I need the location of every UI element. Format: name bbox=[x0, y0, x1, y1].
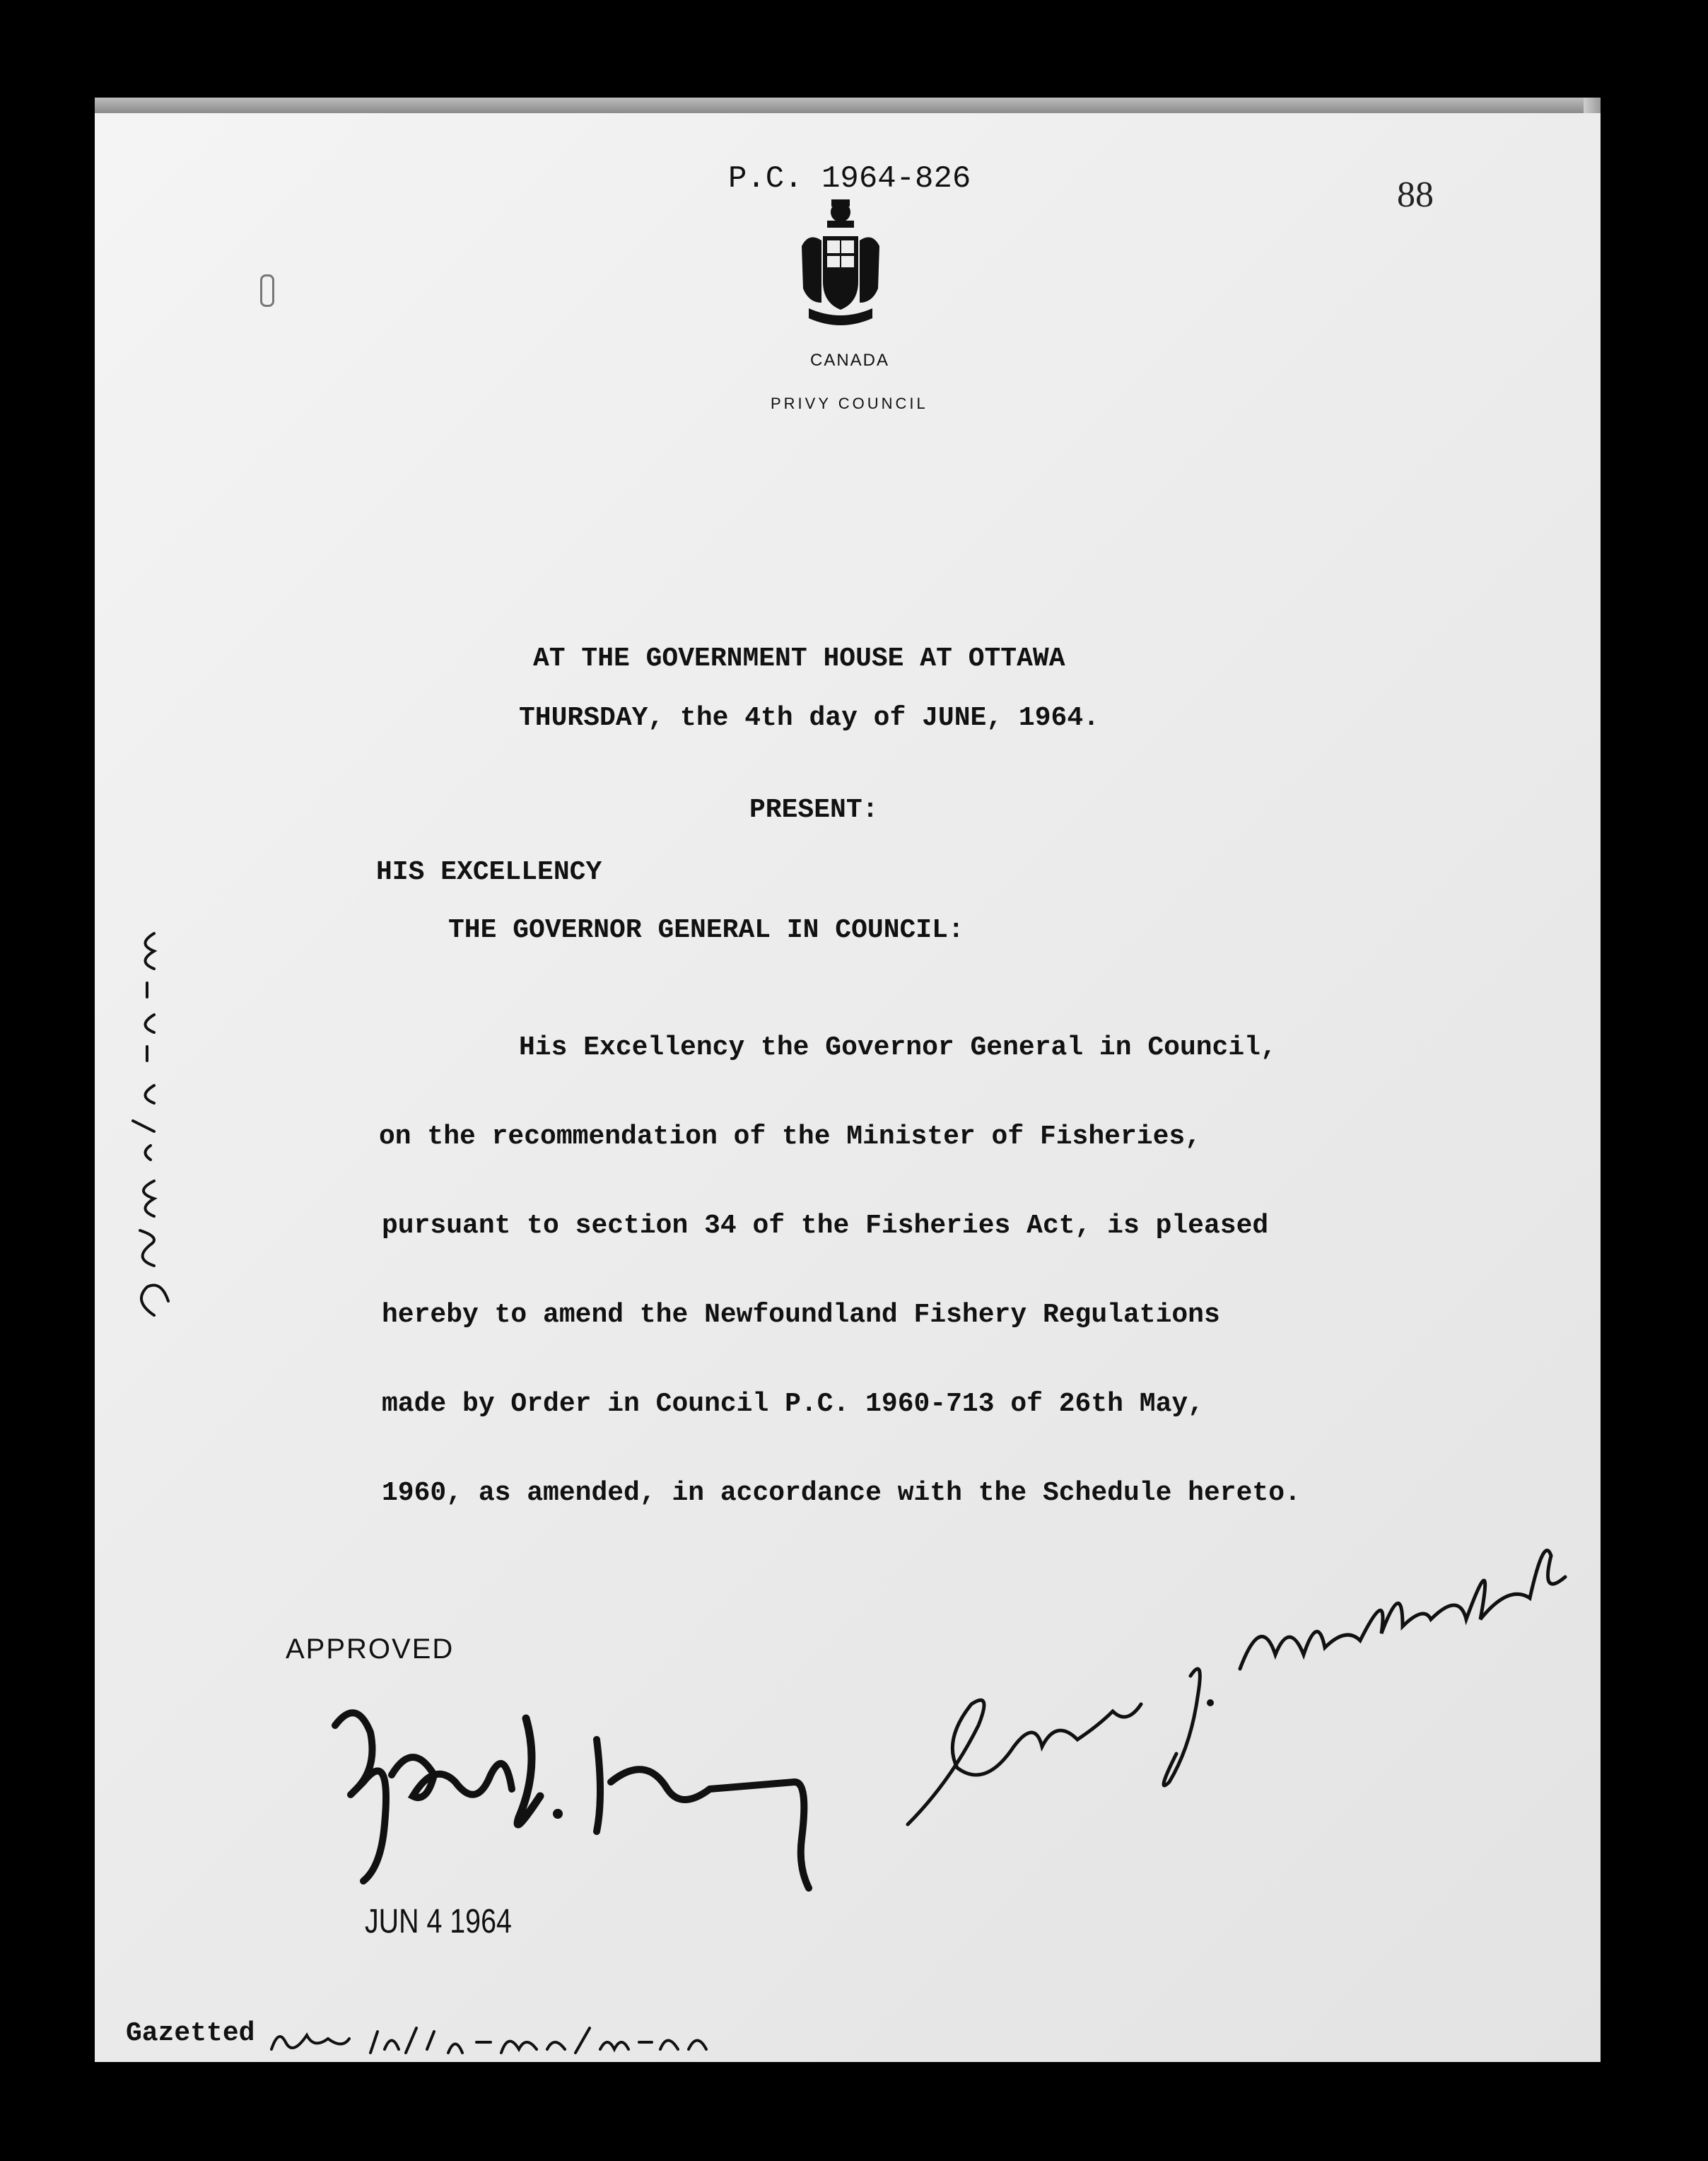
body-line: hereby to amend the Newfoundland Fishery Regulations bbox=[382, 1300, 1220, 1330]
page-edge bbox=[95, 98, 1601, 113]
punch-hole-mark bbox=[260, 274, 274, 307]
document-page bbox=[95, 113, 1601, 2062]
privy-council-label: PRIVY COUNCIL bbox=[771, 395, 928, 412]
margin-handwritten-note bbox=[95, 877, 189, 1329]
gazetted-handwritten-note bbox=[264, 2021, 717, 2062]
page-number: 88 bbox=[1397, 175, 1434, 215]
body-line: made by Order in Council P.C. 1960-713 of 26th May, bbox=[382, 1389, 1204, 1419]
governor-general-in-council: THE GOVERNOR GENERAL IN COUNCIL: bbox=[448, 915, 964, 945]
present-label: PRESENT: bbox=[749, 795, 879, 825]
pc-number: P.C. 1964-826 bbox=[728, 161, 971, 197]
approval-date-stamp: JUN 4 1964 bbox=[365, 1903, 512, 1940]
body-line: pursuant to section 34 of the Fisheries Act, is pleased bbox=[382, 1211, 1269, 1241]
left-signature bbox=[314, 1683, 851, 1895]
his-excellency: HIS EXCELLENCY bbox=[376, 857, 602, 887]
heading-date: THURSDAY, the 4th day of JUNE, 1964. bbox=[519, 703, 1099, 733]
body-line: His Excellency the Governor General in Council, bbox=[519, 1032, 1277, 1063]
body-line: 1960, as amended, in accordance with the Schedule hereto. bbox=[382, 1478, 1301, 1508]
canada-label: CANADA bbox=[810, 351, 890, 370]
right-signature bbox=[894, 1513, 1586, 1839]
gazetted-label: Gazetted bbox=[126, 2018, 255, 2049]
coat-of-arms-icon bbox=[795, 197, 887, 331]
heading-place: AT THE GOVERNMENT HOUSE AT OTTAWA bbox=[533, 643, 1065, 674]
approved-label: APPROVED bbox=[286, 1633, 455, 1665]
body-line: on the recommendation of the Minister of Fisheries, bbox=[379, 1122, 1201, 1152]
